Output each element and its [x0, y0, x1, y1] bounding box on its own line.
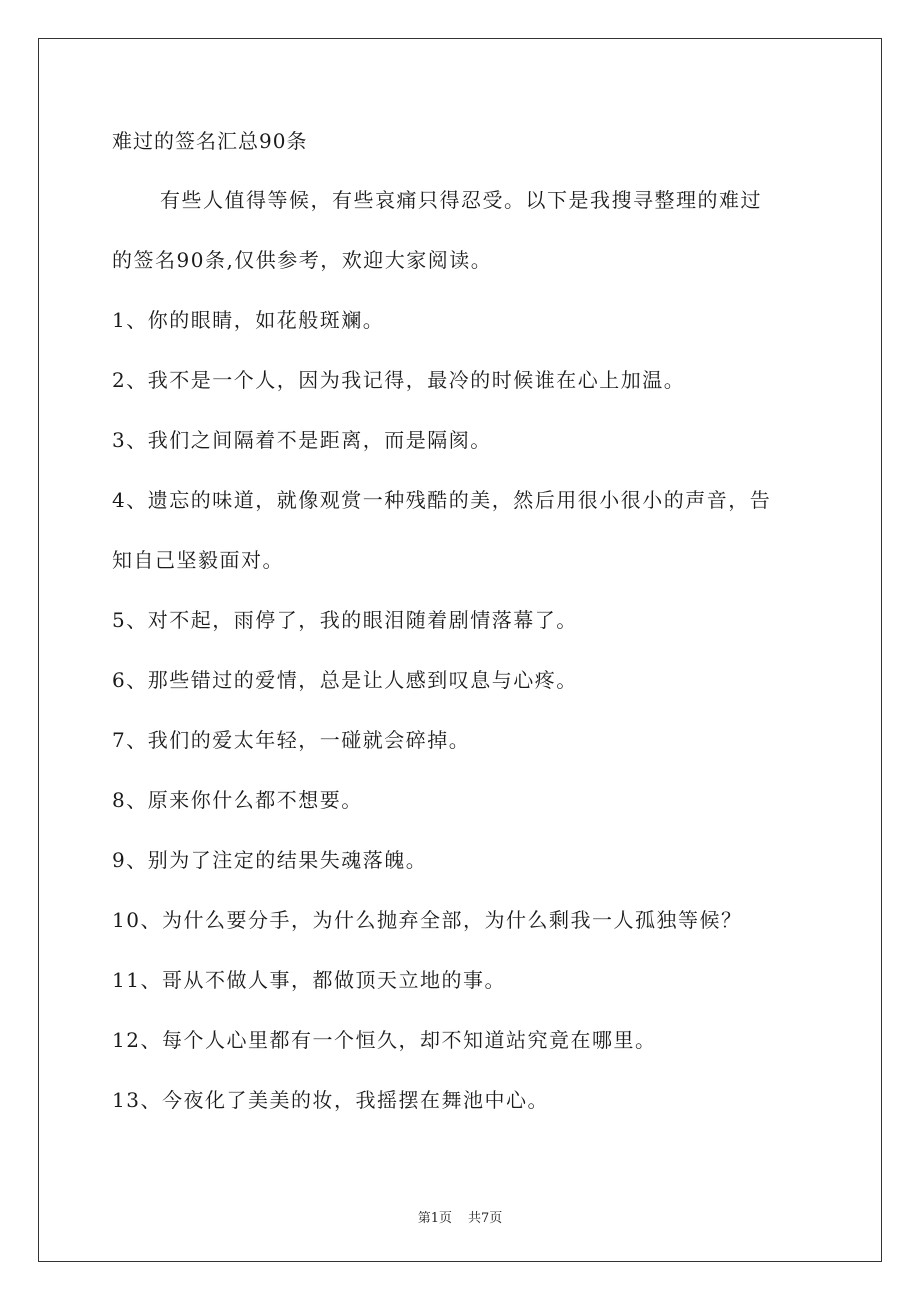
page-footer — [0, 1207, 920, 1226]
list-item — [112, 780, 812, 820]
list-item-text: 1、你的眼睛，如花般斑斓。 — [112, 308, 385, 332]
list-item — [112, 660, 812, 700]
list-item-text: 2、我不是一个人，因为我记得，最冷的时候谁在心上加温。 — [112, 368, 686, 392]
list-item-text: 4、遗忘的味道，就像观赏一种残酷的美，然后用很小很小的声音，告 — [112, 488, 772, 512]
list-item — [112, 900, 812, 940]
list-item-text: 9、别为了注定的结果失魂落魄。 — [112, 848, 428, 872]
intro-line: 的签名90条,仅供参考，欢迎大家阅读。 — [112, 248, 493, 272]
document-title: 难过的签名汇总90条 — [112, 129, 308, 153]
list-item — [112, 360, 812, 400]
list-item-text: 8、原来你什么都不想要。 — [112, 788, 363, 812]
list-item-text: 12、每个人心里都有一个恒久，却不知道站究竟在哪里。 — [112, 1028, 657, 1052]
list-item-text: 7、我们的爱太年轻，一碰就会碎掉。 — [112, 728, 471, 752]
list-item-text: 5、对不起，雨停了，我的眼泪随着剧情落幕了。 — [112, 608, 578, 632]
list-item-text: 10、为什么要分手，为什么抛弃全部，为什么剩我一人孤独等候？ — [112, 908, 743, 932]
list-item — [112, 1080, 812, 1120]
page-number: 第1页 — [417, 1211, 452, 1226]
list-item-text: 13、今夜化了美美的妆，我摇摆在舞池中心。 — [112, 1088, 549, 1112]
list-item-text: 6、那些错过的爱情，总是让人感到叹息与心疼。 — [112, 668, 578, 692]
list-item — [112, 600, 812, 640]
page-total: 共7页 — [468, 1211, 503, 1226]
intro-line: 有些人值得等候，有些哀痛只得忍受。以下是我搜寻整理的难过 — [160, 188, 762, 212]
list-item — [112, 300, 812, 340]
document-body — [112, 122, 812, 1140]
list-item-text: 11、哥从不做人事，都做顶天立地的事。 — [112, 968, 506, 992]
list-item-text: 知自己坚毅面对。 — [112, 548, 284, 572]
list-item-text: 3、我们之间隔着不是距离，而是隔阂。 — [112, 428, 492, 452]
intro-paragraph — [112, 180, 812, 280]
list-item — [112, 1020, 812, 1060]
list-item — [112, 840, 812, 880]
signature-list — [112, 300, 812, 1120]
list-item — [112, 720, 812, 760]
list-item — [112, 480, 812, 580]
list-item — [112, 420, 812, 460]
list-item — [112, 960, 812, 1000]
